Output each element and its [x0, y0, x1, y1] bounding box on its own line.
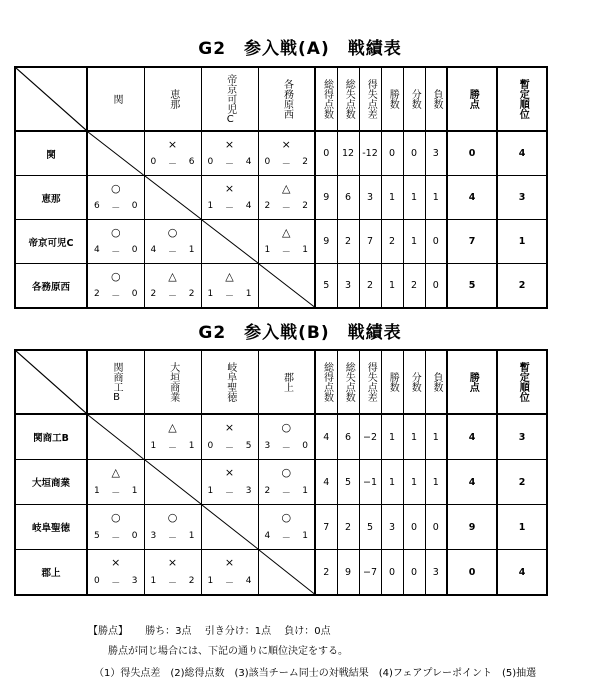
match-score — [202, 576, 258, 589]
column-header-team — [201, 67, 258, 131]
column-header-stat — [497, 67, 547, 131]
score-for: 0 — [207, 441, 214, 451]
self-match-cell — [87, 131, 144, 176]
score-separator: － — [167, 248, 177, 258]
stat-value: 0 — [381, 550, 403, 596]
match-score — [88, 576, 144, 589]
score-for: 1 — [94, 486, 100, 496]
stat-value: 1 — [381, 176, 403, 220]
table-a-title: G2 参入戦(A) 戦績表 — [198, 39, 402, 59]
score-separator: － — [224, 204, 234, 214]
match-score — [88, 486, 144, 499]
rank-value: 3 — [497, 176, 547, 220]
stat-value: 0 — [381, 131, 403, 176]
stat-value: 2 — [337, 220, 359, 264]
match-score — [145, 289, 201, 302]
stat-value: 1 — [381, 264, 403, 309]
match-result-cell — [201, 176, 258, 220]
team-name: 恵那 — [15, 176, 87, 220]
score-separator: － — [111, 534, 121, 544]
score-for: 1 — [207, 576, 214, 586]
column-header-stat-label: 勝点 — [467, 372, 479, 392]
match-result-cell — [201, 460, 258, 505]
team-name: 関 — [15, 131, 87, 176]
score-separator: － — [281, 248, 291, 258]
stat-value: 1 — [403, 220, 425, 264]
column-header-stat — [447, 67, 497, 131]
match-result-cell — [87, 176, 144, 220]
stat-value: 4 — [315, 414, 337, 460]
column-header-stat-label: 総失点数 — [343, 362, 355, 402]
column-header-team-label: 岐阜聖徳 — [224, 362, 236, 402]
points-value: 7 — [447, 220, 497, 264]
match-score — [259, 531, 315, 544]
column-header-team — [87, 350, 144, 414]
score-for: 4 — [264, 531, 271, 541]
result-symbol: ○ — [281, 511, 292, 524]
match-score — [259, 441, 315, 454]
column-header-stat — [403, 350, 425, 414]
column-header-team — [258, 67, 315, 131]
stat-value: 1 — [425, 176, 447, 220]
column-header-stat-label: 分数 — [409, 89, 421, 109]
stat-value: 5 — [315, 264, 337, 309]
score-for: 1 — [207, 289, 214, 299]
score-against: 2 — [188, 289, 195, 299]
column-header-stat-label: 得失点差 — [365, 362, 377, 402]
score-separator: － — [111, 489, 121, 499]
points-value: 4 — [447, 460, 497, 505]
column-header-team-label: 関 — [111, 94, 122, 104]
score-for: 0 — [264, 157, 271, 167]
score-separator: － — [281, 160, 291, 170]
rank-value: 4 — [497, 550, 547, 596]
self-match-cell — [201, 505, 258, 550]
points-label: 【勝点】 — [88, 626, 128, 637]
self-match-cell — [144, 460, 201, 505]
stat-value: -12 — [359, 131, 381, 176]
result-symbol: × — [167, 138, 178, 151]
column-header-team — [144, 67, 201, 131]
stat-value: 1 — [381, 460, 403, 505]
table-row — [15, 550, 547, 596]
result-symbol: ○ — [110, 226, 121, 239]
stat-value: 1 — [403, 414, 425, 460]
stat-value: 0 — [425, 220, 447, 264]
match-score — [88, 201, 144, 214]
result-symbol: ○ — [167, 226, 178, 239]
score-against: 3 — [131, 576, 138, 586]
stat-value: 9 — [337, 550, 359, 596]
stat-value: 4 — [315, 460, 337, 505]
score-for: 5 — [94, 531, 100, 541]
score-against: 0 — [131, 289, 138, 299]
team-name: 郡上 — [15, 550, 87, 596]
column-header-stat-label: 分数 — [409, 372, 421, 392]
stat-value: 1 — [425, 460, 447, 505]
stat-value: 2 — [359, 264, 381, 309]
rank-value: 1 — [497, 505, 547, 550]
result-symbol: △ — [168, 270, 177, 283]
match-score — [202, 441, 258, 454]
match-score — [202, 289, 258, 302]
stat-value: 0 — [315, 131, 337, 176]
match-score — [145, 531, 201, 544]
score-separator: － — [111, 204, 121, 214]
match-result-cell — [258, 220, 315, 264]
score-against: 0 — [302, 441, 308, 451]
column-header-stat-label: 総得点数 — [321, 362, 333, 402]
score-separator: － — [111, 248, 121, 258]
stat-value: 0 — [425, 505, 447, 550]
self-match-cell — [258, 550, 315, 596]
match-result-cell — [258, 176, 315, 220]
match-score — [145, 245, 201, 258]
result-symbol: × — [224, 421, 235, 434]
match-score — [88, 531, 144, 544]
result-symbol: × — [281, 138, 291, 151]
score-for: 3 — [264, 441, 271, 451]
rank-value: 4 — [497, 131, 547, 176]
column-header-stat — [425, 350, 447, 414]
score-against: 0 — [131, 245, 138, 255]
score-against: 0 — [131, 201, 138, 211]
match-score — [259, 245, 315, 258]
column-header-stat-label: 勝数 — [387, 89, 399, 109]
score-against: 2 — [302, 201, 308, 211]
stat-value: 1 — [381, 414, 403, 460]
team-name: 関商工B — [15, 414, 87, 460]
score-for: 4 — [150, 245, 157, 255]
score-separator: － — [281, 534, 291, 544]
score-against: 1 — [245, 289, 252, 299]
stat-value: 0 — [403, 550, 425, 596]
score-separator: － — [167, 534, 177, 544]
score-for: 2 — [264, 201, 271, 211]
stat-value: 2 — [381, 220, 403, 264]
score-separator: － — [224, 489, 234, 499]
score-against: 1 — [131, 486, 138, 496]
stat-value: 0 — [425, 264, 447, 309]
column-header-stat — [359, 67, 381, 131]
result-symbol: ○ — [281, 421, 292, 434]
column-header-stat — [403, 67, 425, 131]
stat-value: −2 — [359, 414, 381, 460]
column-header-team-label: 郡上 — [281, 372, 293, 392]
match-result-cell — [258, 505, 315, 550]
match-result-cell — [258, 460, 315, 505]
stat-value: 2 — [337, 505, 359, 550]
score-against: 1 — [188, 245, 195, 255]
result-symbol: △ — [168, 421, 177, 434]
match-result-cell — [144, 220, 201, 264]
column-header-stat — [315, 67, 337, 131]
score-against: 5 — [245, 441, 252, 451]
column-header-stat — [359, 350, 381, 414]
result-symbol: △ — [111, 466, 120, 479]
points-value: 0 — [447, 550, 497, 596]
result-symbol: × — [224, 466, 235, 479]
result-symbol: × — [111, 556, 121, 569]
stat-value: 12 — [337, 131, 359, 176]
column-header-team — [144, 350, 201, 414]
match-result-cell — [87, 460, 144, 505]
result-symbol: △ — [282, 226, 291, 239]
stat-value: 7 — [359, 220, 381, 264]
result-symbol: × — [224, 138, 235, 151]
stat-value: −7 — [359, 550, 381, 596]
column-header-stat-label: 暫定順位 — [517, 79, 529, 119]
column-header-stat — [381, 350, 403, 414]
column-header-stat — [315, 350, 337, 414]
result-symbol: ○ — [167, 511, 178, 524]
column-header-stat — [497, 350, 547, 414]
score-against: 1 — [188, 441, 195, 451]
stat-value: 1 — [403, 176, 425, 220]
rank-value: 2 — [497, 460, 547, 505]
score-for: 0 — [150, 157, 157, 167]
score-for: 1 — [150, 441, 157, 451]
column-header-team — [87, 67, 144, 131]
match-result-cell — [87, 220, 144, 264]
score-against: 2 — [302, 157, 308, 167]
table-row — [15, 505, 547, 550]
stat-value: 3 — [359, 176, 381, 220]
column-header-stat — [381, 67, 403, 131]
match-score — [145, 157, 201, 170]
column-header-team-label: 大垣商業 — [167, 362, 179, 402]
score-against: 1 — [188, 531, 195, 541]
match-result-cell — [87, 264, 144, 309]
column-header-team-label: 各務原西 — [281, 79, 293, 119]
stat-value: 0 — [403, 505, 425, 550]
score-separator: － — [281, 489, 291, 499]
match-score — [88, 289, 144, 302]
stat-value: −1 — [359, 460, 381, 505]
result-symbol: △ — [282, 182, 291, 195]
match-result-cell — [201, 264, 258, 309]
tiebreak-list: （1）得失点差 (2)総得点数 (3)該当チーム同士の対戦結果 (4)フェアプレーポイント (5)抽選 — [94, 668, 537, 679]
team-name: 大垣商業 — [15, 460, 87, 505]
result-symbol: ○ — [110, 270, 121, 283]
rank-value: 1 — [497, 220, 547, 264]
score-for: 2 — [94, 289, 100, 299]
team-name: 帝京可児C — [15, 220, 87, 264]
column-header-team — [258, 350, 315, 414]
points-value: 9 — [447, 505, 497, 550]
match-score — [145, 576, 201, 589]
match-score — [259, 201, 315, 214]
column-header-team-label: 関商工B — [111, 361, 122, 403]
match-score — [259, 157, 315, 170]
score-separator: － — [224, 292, 234, 302]
self-match-cell — [144, 176, 201, 220]
score-against: 0 — [131, 531, 138, 541]
match-result-cell — [144, 131, 201, 176]
score-separator: － — [111, 292, 121, 302]
match-result-cell — [144, 414, 201, 460]
self-match-cell — [201, 220, 258, 264]
match-result-cell — [144, 505, 201, 550]
stat-value: 9 — [315, 176, 337, 220]
column-header-stat-label: 総得点数 — [321, 79, 333, 119]
score-separator: － — [167, 292, 177, 302]
stat-value: 9 — [315, 220, 337, 264]
points-value: 0 — [447, 131, 497, 176]
match-score — [202, 201, 258, 214]
rank-value: 2 — [497, 264, 547, 309]
team-name: 各務原西 — [15, 264, 87, 309]
match-result-cell — [87, 550, 144, 596]
result-symbol: ○ — [281, 466, 292, 479]
column-header-stat-label: 勝点 — [467, 89, 479, 109]
match-result-cell — [201, 414, 258, 460]
score-for: 6 — [94, 201, 100, 211]
stat-value: 1 — [403, 460, 425, 505]
match-result-cell — [144, 264, 201, 309]
stat-value: 6 — [337, 176, 359, 220]
table-row — [15, 460, 547, 505]
score-for: 1 — [207, 201, 214, 211]
tiebreak-intro: 勝点が同じ場合には、下記の通りに順位決定をする。 — [108, 646, 348, 657]
match-score — [202, 157, 258, 170]
column-header-stat-label: 得失点差 — [365, 79, 377, 119]
score-separator: － — [111, 579, 121, 589]
score-separator: － — [281, 204, 291, 214]
points-value: 4 — [447, 414, 497, 460]
score-separator: － — [224, 579, 234, 589]
column-header-stat — [425, 67, 447, 131]
score-for: 1 — [150, 576, 157, 586]
result-symbol: ○ — [110, 182, 121, 195]
match-result-cell — [144, 550, 201, 596]
match-result-cell — [201, 550, 258, 596]
table-b — [14, 349, 548, 596]
stat-value: 7 — [315, 505, 337, 550]
result-symbol: × — [224, 182, 235, 195]
score-against: 2 — [188, 576, 195, 586]
score-against: 4 — [245, 157, 252, 167]
score-against: 1 — [302, 486, 308, 496]
stat-value: 6 — [337, 414, 359, 460]
stat-value: 3 — [425, 131, 447, 176]
points-rule-line — [88, 622, 331, 637]
team-name: 岐阜聖徳 — [15, 505, 87, 550]
score-separator: － — [167, 579, 177, 589]
stat-value: 3 — [337, 264, 359, 309]
column-header-stat-label: 暫定順位 — [517, 362, 529, 402]
result-symbol: △ — [225, 270, 234, 283]
score-for: 0 — [94, 576, 100, 586]
match-score — [88, 245, 144, 258]
table-b-title: G2 参入戦(B) 戦績表 — [198, 323, 402, 343]
result-symbol: ○ — [110, 511, 121, 524]
corner-cell — [15, 350, 87, 414]
score-separator: － — [167, 160, 177, 170]
column-header-stat-label: 負数 — [431, 89, 442, 109]
stat-value: 0 — [403, 131, 425, 176]
column-header-stat-label: 負数 — [431, 372, 442, 392]
stat-value: 2 — [315, 550, 337, 596]
match-score — [202, 486, 258, 499]
table-row — [15, 176, 547, 220]
column-header-stat-label: 勝数 — [387, 372, 399, 392]
corner-cell — [15, 67, 87, 131]
match-result-cell — [87, 505, 144, 550]
stat-value: 1 — [425, 414, 447, 460]
column-header-stat — [447, 350, 497, 414]
column-header-team-label: 恵那 — [167, 89, 179, 109]
score-for: 2 — [264, 486, 271, 496]
stat-value: 5 — [337, 460, 359, 505]
table-row — [15, 131, 547, 176]
table-a — [14, 66, 548, 309]
column-header-team-label: 帝京可児C — [224, 73, 236, 125]
match-result-cell — [258, 131, 315, 176]
score-against: 4 — [245, 576, 252, 586]
score-against: 6 — [188, 157, 195, 167]
score-separator: － — [167, 444, 177, 454]
score-for: 4 — [94, 245, 100, 255]
score-for: 2 — [150, 289, 157, 299]
stat-value: 2 — [403, 264, 425, 309]
stat-value: 5 — [359, 505, 381, 550]
score-separator: － — [281, 444, 291, 454]
table-row — [15, 220, 547, 264]
points-value: 4 — [447, 176, 497, 220]
match-score — [259, 486, 315, 499]
column-header-team — [201, 350, 258, 414]
match-result-cell — [201, 131, 258, 176]
result-symbol: × — [167, 556, 178, 569]
score-separator: － — [224, 160, 234, 170]
match-result-cell — [258, 414, 315, 460]
result-symbol: × — [224, 556, 235, 569]
table-row — [15, 264, 547, 309]
match-score — [145, 441, 201, 454]
self-match-cell — [87, 414, 144, 460]
score-for: 1 — [207, 486, 214, 496]
score-separator: － — [224, 444, 234, 454]
column-header-stat-label: 総失点数 — [343, 79, 355, 119]
points-value: 5 — [447, 264, 497, 309]
score-for: 1 — [264, 245, 271, 255]
self-match-cell — [258, 264, 315, 309]
score-against: 1 — [302, 531, 308, 541]
rank-value: 3 — [497, 414, 547, 460]
stat-value: 3 — [425, 550, 447, 596]
score-for: 3 — [150, 531, 157, 541]
score-against: 4 — [245, 201, 252, 211]
column-header-stat — [337, 67, 359, 131]
score-against: 3 — [245, 486, 252, 496]
stat-value: 3 — [381, 505, 403, 550]
column-header-stat — [337, 350, 359, 414]
score-for: 0 — [207, 157, 214, 167]
table-row — [15, 414, 547, 460]
score-against: 1 — [302, 245, 308, 255]
points-rule: 勝ち：3点 引き分け：1点 負け：0点 — [145, 626, 331, 637]
